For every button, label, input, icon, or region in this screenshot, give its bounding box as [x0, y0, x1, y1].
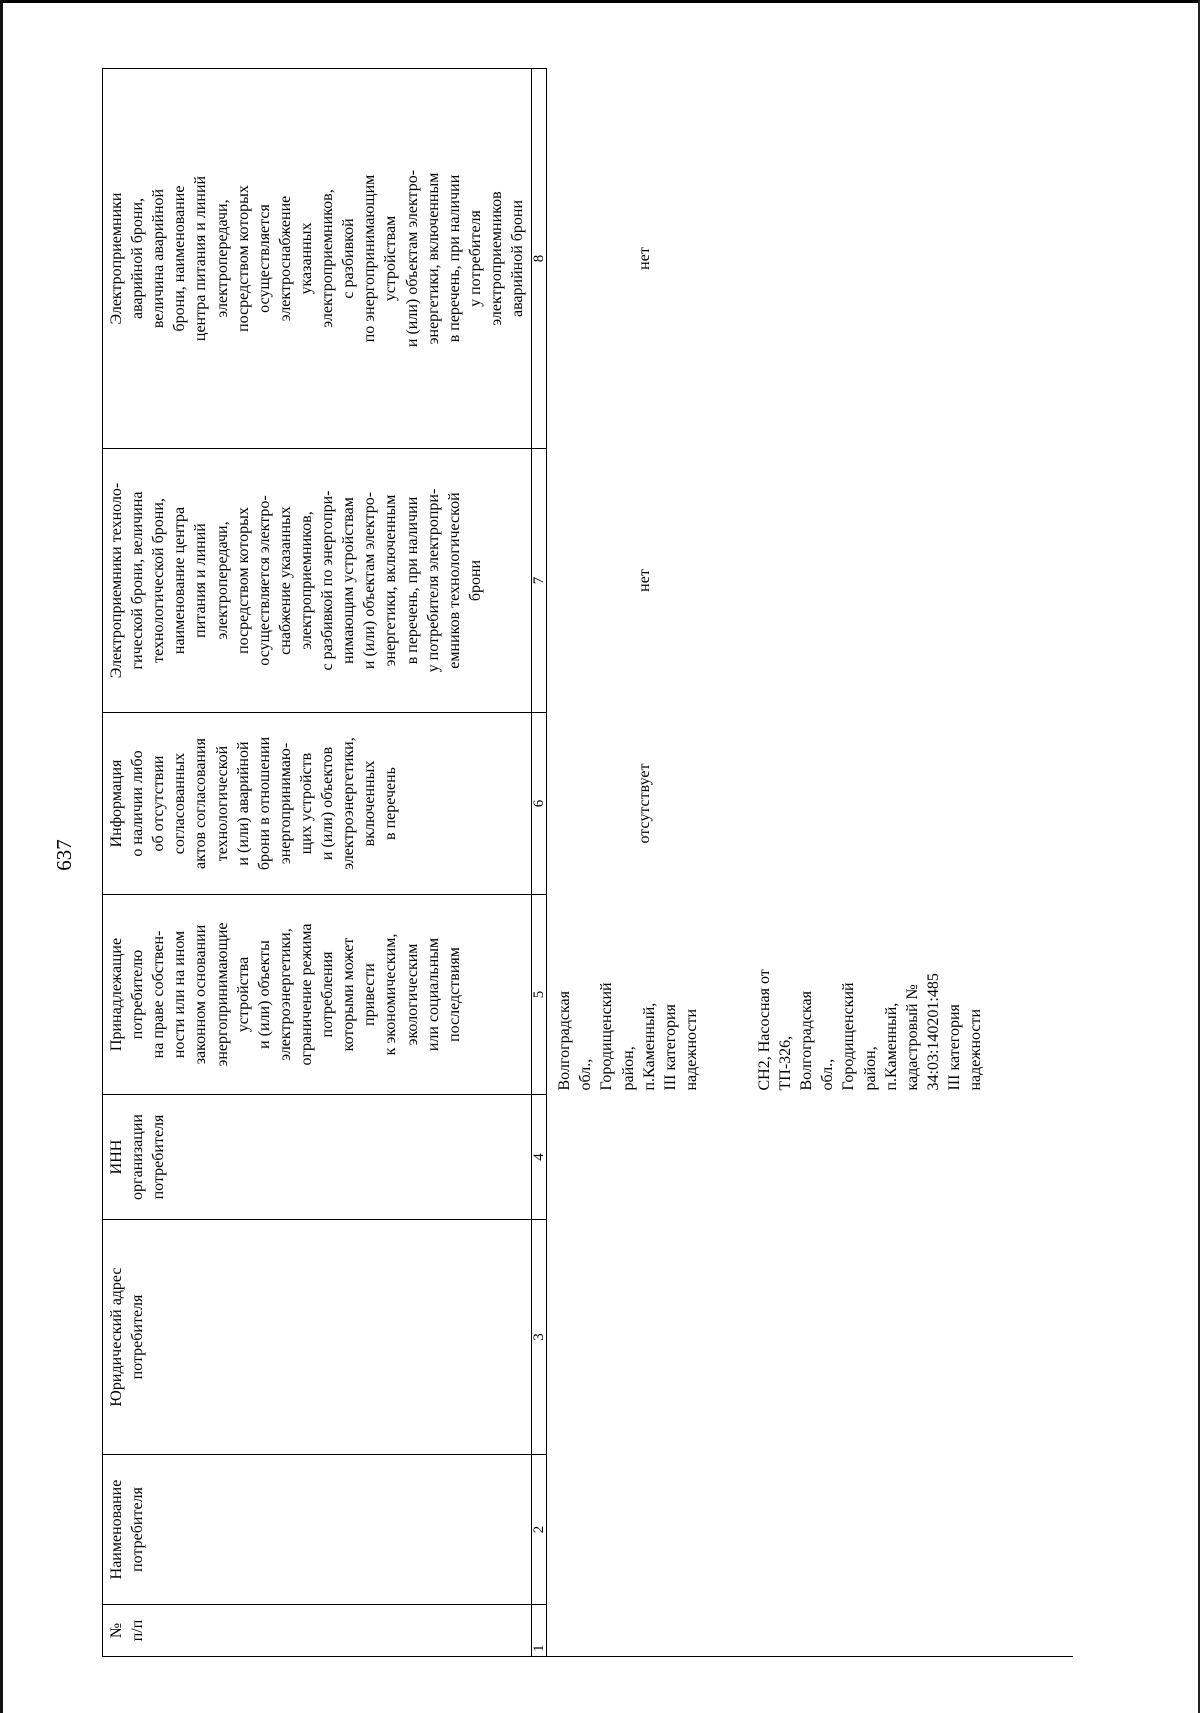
- header-text: № п/п: [108, 1619, 147, 1642]
- header-cell-number: [103, 1605, 532, 1657]
- header-text: Электроприемники аварийной брони, величина аварийной брони, наименование центра питания и линий электропередачи, посредством которых осуществляется электроснабжение указанных электроприемников, с разбивкой по энергопринимающим устройствам и (или) объектам электро- энергетики, включенным в перечень, при наличии у потребителя электроприемников аварийной брони: [108, 169, 527, 348]
- header-cell-consumer-name: [103, 1455, 532, 1605]
- page-number: 637: [52, 839, 76, 871]
- column-number: 5: [532, 895, 547, 1095]
- column-number: 3: [532, 1220, 547, 1455]
- empty-cell: [547, 1455, 1074, 1605]
- column-number: 1: [532, 1605, 547, 1657]
- armor-acts-cell: [547, 713, 1074, 895]
- column-number: 2: [532, 1455, 547, 1605]
- header-text: Юридический адрес потребителя: [108, 1267, 147, 1407]
- address-cell: [547, 895, 1074, 1095]
- scan-edge-top: [0, 0, 1200, 3]
- table-row: [547, 69, 1074, 1657]
- device-address-1: Волгоградская обл., Городищенский район, п.Каменный, III категория надежности: [556, 982, 700, 1091]
- header-text: Электроприемники техноло- гической брони, величина технологической брони, наименование центра питания и линий электропередачи, посредством которых осуществляется электро- снабжение указанных электроприемников, с разбивкой по энергопри- нимающим устройствам и (или) объектам электро- энергетики, включенным в перечень, при наличии у потребителя электропри- емников технологической брони: [108, 482, 484, 679]
- header-text: Информация о наличии либо об отсутствии согласованных актов согласования технологической и (или) аварийной брони в отношении энергопринимаю- щих устройств и (или) объектов электроэнергетики, включенных в перечень: [108, 736, 400, 871]
- device-address-2: СН2, Насосная от ТП-326, Волгоградская обл., Городищенский район, п.Каменный, кадастровый № 34:03:140201:485 III категория надежности: [755, 969, 985, 1091]
- column-number: 7: [532, 449, 547, 713]
- header-cell-legal-address: [103, 1220, 532, 1455]
- header-cell-devices: [103, 895, 532, 1095]
- table-header-row: [103, 69, 532, 1657]
- header-cell-inn: [103, 1095, 532, 1220]
- column-number-row: [532, 69, 547, 1657]
- column-number: 6: [532, 713, 547, 895]
- column-number: 8: [532, 69, 547, 449]
- tech-armor-cell: [547, 449, 1074, 713]
- consumer-table: [102, 68, 1073, 1657]
- header-cell-emergency-armor: [103, 69, 532, 449]
- header-text: Принадлежащие потребителю на праве собствен- ности или на ином законном основании энергопринимающие устройства и (или) объекты электроэнергетики, ограничение режима потребления которыми может привести к экономическим, экологическим или социальным последствиям: [108, 922, 463, 1067]
- rotated-document-page: [0, 5, 1200, 1705]
- emergency-armor-cell: [547, 69, 1074, 449]
- empty-cell: [547, 1220, 1074, 1455]
- header-text: Наименование потребителя: [108, 1479, 147, 1580]
- armor-acts-value: отсутствует: [636, 763, 654, 844]
- tech-armor-value: нет: [636, 569, 654, 592]
- column-number: 4: [532, 1095, 547, 1220]
- header-cell-armor-acts: [103, 713, 532, 895]
- empty-cell: [547, 1095, 1074, 1220]
- header-cell-tech-armor: [103, 449, 532, 713]
- header-text: ИНН организации потребителя: [108, 1114, 168, 1200]
- empty-cell: [547, 1605, 1074, 1657]
- emergency-armor-value: нет: [636, 247, 654, 270]
